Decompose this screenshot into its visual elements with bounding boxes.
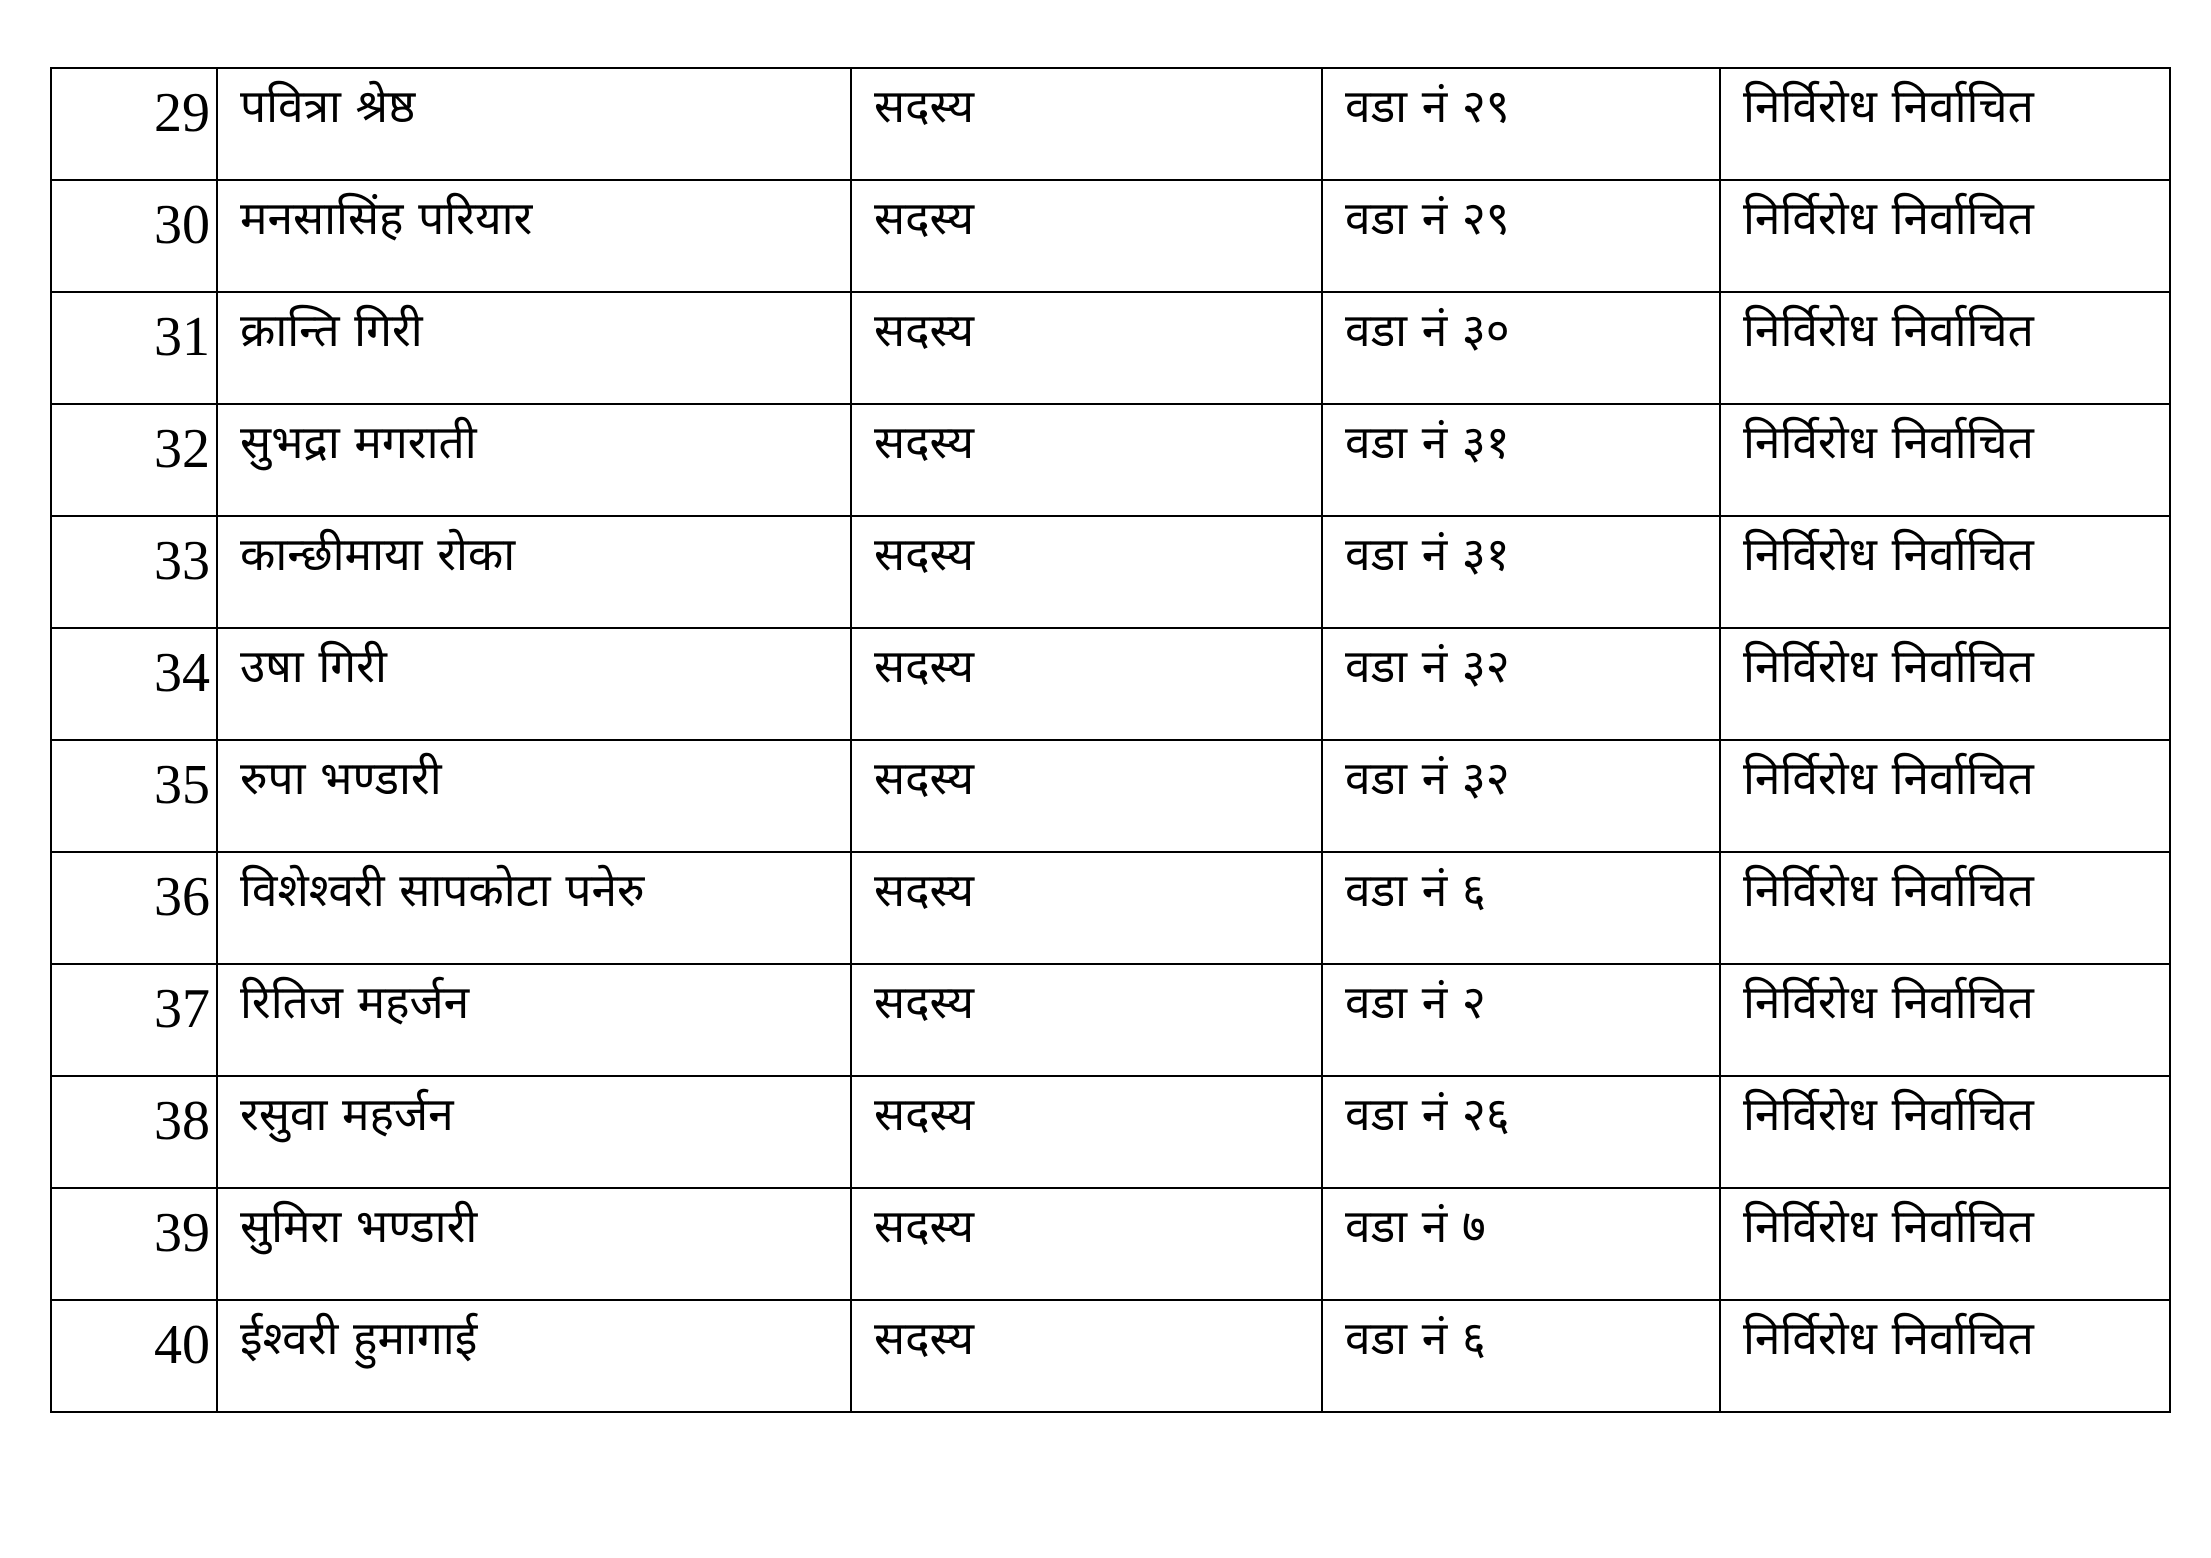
status-label: निर्विरोध निर्वाचित xyxy=(1743,639,2034,693)
ward-label: वडा नं ६ xyxy=(1345,863,1486,917)
serial-number: 31 xyxy=(154,306,210,368)
candidate-name: विशेश्वरी सापकोटा पनेरु xyxy=(240,863,645,917)
ward-cell xyxy=(1322,852,1720,964)
status-cell xyxy=(1720,1300,2170,1412)
candidate-name: उषा गिरी xyxy=(240,639,387,693)
serial-number: 32 xyxy=(154,418,210,480)
ward-label: वडा नं २ xyxy=(1345,975,1486,1029)
table-row xyxy=(51,852,2170,964)
post-cell xyxy=(851,1076,1322,1188)
serial-number-cell xyxy=(51,1188,217,1300)
ward-label: वडा नं ३२ xyxy=(1345,639,1510,693)
post-cell xyxy=(851,1300,1322,1412)
ward-label: वडा नं ३२ xyxy=(1345,751,1510,805)
table-row xyxy=(51,740,2170,852)
name-cell xyxy=(217,516,851,628)
post-label: सदस्य xyxy=(874,1311,975,1365)
post-cell xyxy=(851,68,1322,180)
results-table-body xyxy=(51,68,2170,1412)
results-table xyxy=(50,67,2171,1413)
candidate-name: कान्छीमाया रोका xyxy=(240,527,516,581)
ward-label: वडा नं ३० xyxy=(1345,303,1510,357)
serial-number-cell xyxy=(51,1300,217,1412)
name-cell xyxy=(217,180,851,292)
status-cell xyxy=(1720,404,2170,516)
ward-cell xyxy=(1322,1300,1720,1412)
status-label: निर्विरोध निर्वाचित xyxy=(1743,1087,2034,1141)
name-cell xyxy=(217,404,851,516)
table-row xyxy=(51,292,2170,404)
status-cell xyxy=(1720,852,2170,964)
serial-number: 29 xyxy=(154,82,210,144)
ward-cell xyxy=(1322,628,1720,740)
serial-number: 30 xyxy=(154,194,210,256)
table-row xyxy=(51,1188,2170,1300)
candidate-name: सुभद्रा मगराती xyxy=(240,415,477,469)
post-label: सदस्य xyxy=(874,639,975,693)
status-cell xyxy=(1720,964,2170,1076)
name-cell xyxy=(217,628,851,740)
status-cell xyxy=(1720,628,2170,740)
ward-cell xyxy=(1322,516,1720,628)
post-label: सदस्य xyxy=(874,1199,975,1253)
serial-number: 37 xyxy=(154,978,210,1040)
name-cell xyxy=(217,964,851,1076)
serial-number-cell xyxy=(51,628,217,740)
candidate-name: सुमिरा भण्डारी xyxy=(240,1199,478,1253)
serial-number: 34 xyxy=(154,642,210,704)
ward-label: वडा नं २६ xyxy=(1345,1087,1510,1141)
ward-label: वडा नं ७ xyxy=(1345,1199,1486,1253)
post-cell xyxy=(851,1188,1322,1300)
table-row xyxy=(51,404,2170,516)
post-cell xyxy=(851,964,1322,1076)
status-cell xyxy=(1720,180,2170,292)
status-label: निर्विरोध निर्वाचित xyxy=(1743,79,2034,133)
post-cell xyxy=(851,404,1322,516)
status-label: निर्विरोध निर्वाचित xyxy=(1743,751,2034,805)
status-cell xyxy=(1720,1188,2170,1300)
post-cell xyxy=(851,740,1322,852)
status-label: निर्विरोध निर्वाचित xyxy=(1743,863,2034,917)
serial-number-cell xyxy=(51,964,217,1076)
candidate-name: पवित्रा श्रेष्ठ xyxy=(240,79,416,133)
serial-number: 39 xyxy=(154,1202,210,1264)
table-row xyxy=(51,516,2170,628)
post-label: सदस्य xyxy=(874,527,975,581)
status-cell xyxy=(1720,516,2170,628)
serial-number: 38 xyxy=(154,1090,210,1152)
serial-number: 35 xyxy=(154,754,210,816)
ward-cell xyxy=(1322,964,1720,1076)
candidate-name: रुपा भण्डारी xyxy=(240,751,442,805)
table-row xyxy=(51,68,2170,180)
status-label: निर्विरोध निर्वाचित xyxy=(1743,527,2034,581)
candidate-name: रसुवा महर्जन xyxy=(240,1087,454,1141)
name-cell xyxy=(217,852,851,964)
table-row xyxy=(51,964,2170,1076)
ward-cell xyxy=(1322,68,1720,180)
ward-label: वडा नं ३१ xyxy=(1345,415,1510,469)
status-cell xyxy=(1720,740,2170,852)
table-row xyxy=(51,1300,2170,1412)
post-cell xyxy=(851,628,1322,740)
status-cell xyxy=(1720,292,2170,404)
status-cell xyxy=(1720,1076,2170,1188)
candidate-name: रितिज महर्जन xyxy=(240,975,470,1029)
post-label: सदस्य xyxy=(874,863,975,917)
post-label: सदस्य xyxy=(874,415,975,469)
candidate-name: ईश्वरी हुमागाई xyxy=(240,1311,478,1365)
candidate-name: क्रान्ति गिरी xyxy=(240,303,423,357)
name-cell xyxy=(217,1188,851,1300)
post-cell xyxy=(851,292,1322,404)
ward-label: वडा नं २९ xyxy=(1345,191,1510,245)
name-cell xyxy=(217,292,851,404)
status-label: निर्विरोध निर्वाचित xyxy=(1743,975,2034,1029)
serial-number: 33 xyxy=(154,530,210,592)
status-label: निर्विरोध निर्वाचित xyxy=(1743,415,2034,469)
status-label: निर्विरोध निर्वाचित xyxy=(1743,191,2034,245)
serial-number-cell xyxy=(51,1076,217,1188)
post-label: सदस्य xyxy=(874,751,975,805)
post-label: सदस्य xyxy=(874,191,975,245)
serial-number: 36 xyxy=(154,866,210,928)
serial-number-cell xyxy=(51,404,217,516)
name-cell xyxy=(217,1076,851,1188)
ward-cell xyxy=(1322,404,1720,516)
serial-number-cell xyxy=(51,852,217,964)
name-cell xyxy=(217,68,851,180)
table-row xyxy=(51,1076,2170,1188)
ward-label: वडा नं ६ xyxy=(1345,1311,1486,1365)
post-cell xyxy=(851,852,1322,964)
post-label: सदस्य xyxy=(874,1087,975,1141)
ward-label: वडा नं २९ xyxy=(1345,79,1510,133)
ward-label: वडा नं ३१ xyxy=(1345,527,1510,581)
status-label: निर्विरोध निर्वाचित xyxy=(1743,1311,2034,1365)
serial-number-cell xyxy=(51,68,217,180)
ward-cell xyxy=(1322,292,1720,404)
serial-number-cell xyxy=(51,740,217,852)
serial-number-cell xyxy=(51,516,217,628)
ward-cell xyxy=(1322,180,1720,292)
status-cell xyxy=(1720,68,2170,180)
candidate-name: मनसासिंह परियार xyxy=(240,191,533,245)
post-cell xyxy=(851,180,1322,292)
serial-number-cell xyxy=(51,180,217,292)
table-row xyxy=(51,180,2170,292)
ward-cell xyxy=(1322,1188,1720,1300)
name-cell xyxy=(217,740,851,852)
name-cell xyxy=(217,1300,851,1412)
table-row xyxy=(51,628,2170,740)
post-cell xyxy=(851,516,1322,628)
post-label: सदस्य xyxy=(874,303,975,357)
serial-number-cell xyxy=(51,292,217,404)
serial-number: 40 xyxy=(154,1314,210,1376)
ward-cell xyxy=(1322,1076,1720,1188)
status-label: निर्विरोध निर्वाचित xyxy=(1743,303,2034,357)
post-label: सदस्य xyxy=(874,79,975,133)
ward-cell xyxy=(1322,740,1720,852)
status-label: निर्विरोध निर्वाचित xyxy=(1743,1199,2034,1253)
post-label: सदस्य xyxy=(874,975,975,1029)
